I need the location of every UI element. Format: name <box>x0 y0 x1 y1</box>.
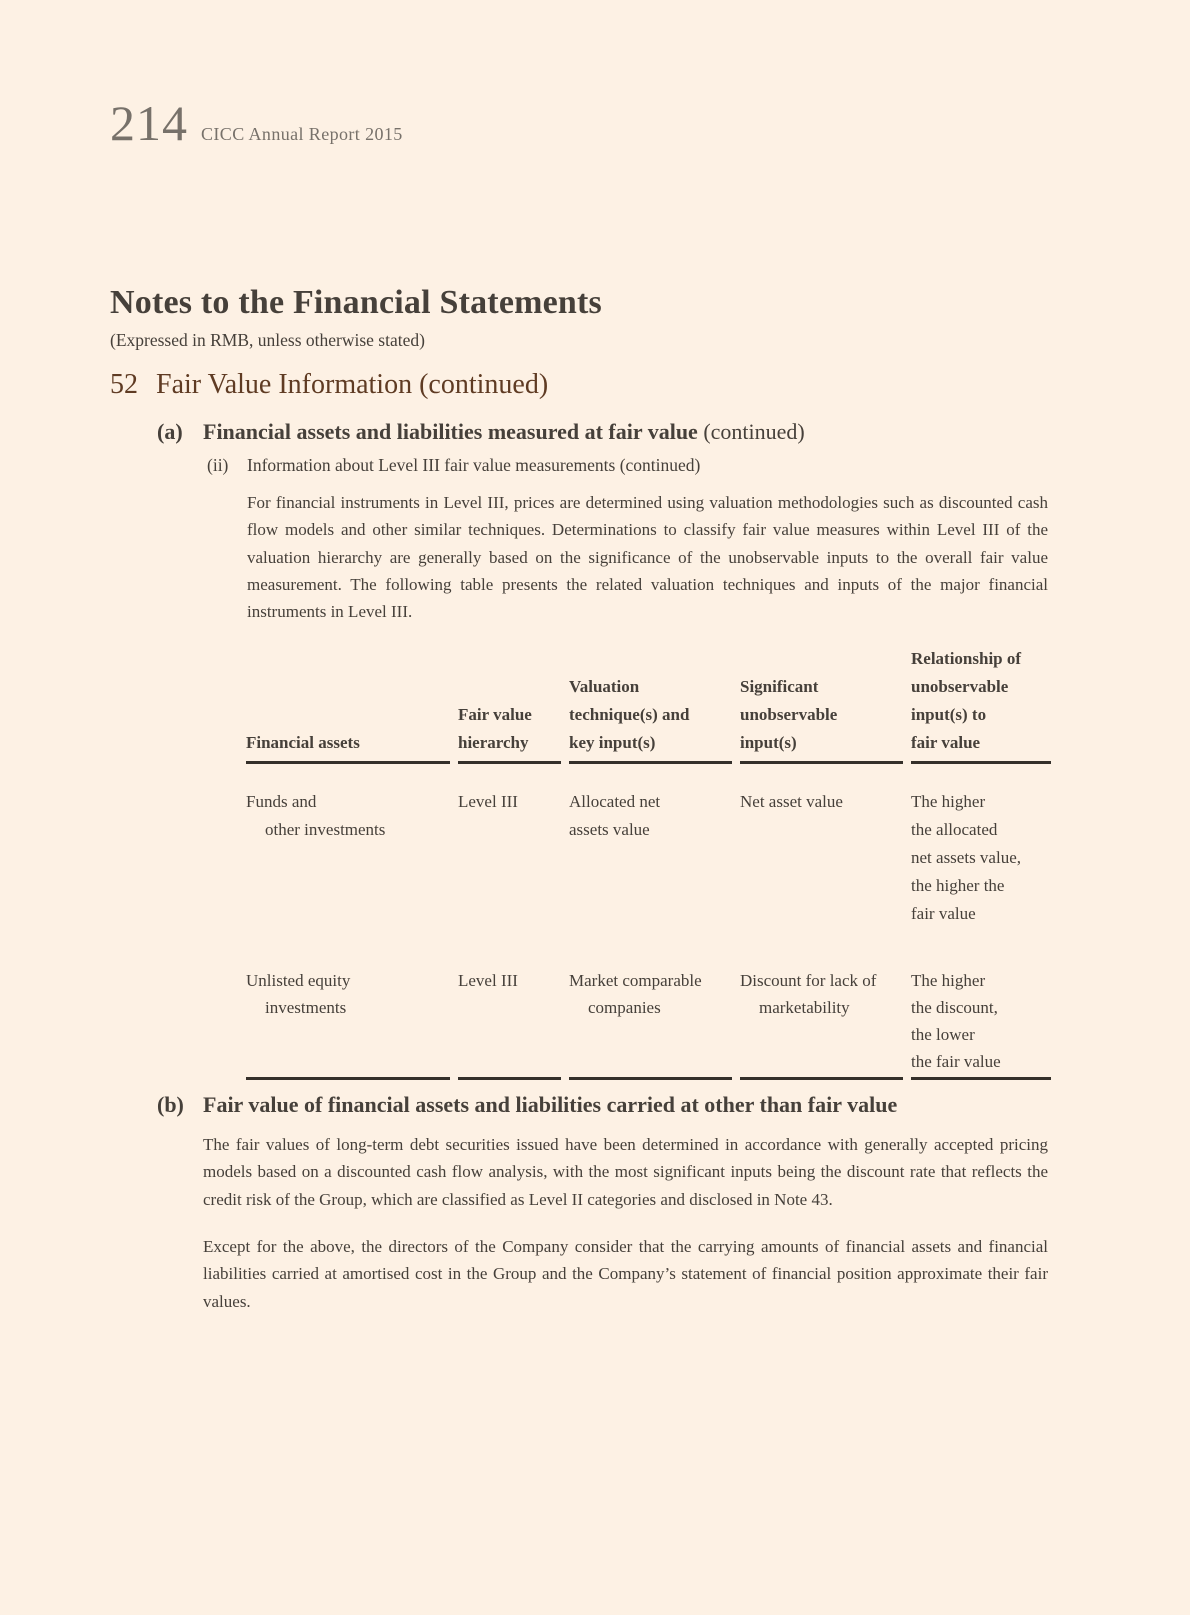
subsection-b-title: Fair value of financial assets and liabilities carried at other than fair value <box>203 1092 898 1117</box>
table-header-cell <box>740 645 903 764</box>
table-cell-line: Discount for lack of <box>740 971 877 990</box>
table-cell-line: Level III <box>458 971 518 990</box>
valuation-table-head <box>246 645 1051 764</box>
table-cell <box>740 764 903 955</box>
table-cell-line: Unlisted equity <box>246 971 351 990</box>
section-number: 52 <box>110 369 138 400</box>
table-cell-line: the lower <box>911 1025 975 1044</box>
table-cell-line: assets value <box>569 820 650 839</box>
table-cell <box>740 955 903 1080</box>
table-cell <box>458 955 561 1080</box>
table-cell-line: Funds and <box>246 792 317 811</box>
table-cell-line: Net asset value <box>740 792 843 811</box>
table-row <box>246 955 1051 1080</box>
table-cell-line: the fair value <box>911 1052 1001 1071</box>
subsection-b-paragraph-1: The fair values of long-term debt securities issued have been determined in accordance with generally accepted pricing models based on a discounted cash flow analysis, with the most significant inputs being the discount rate that reflects the credit risk of the Group, which are classified as Level II categories and disclosed in Note 43. <box>203 1135 1048 1209</box>
table-header-line: unobservable <box>740 705 838 724</box>
table-cell-line: investments <box>265 998 347 1017</box>
subsection-a-label: (a) <box>157 419 183 444</box>
subsection-a-title-continued: (continued) <box>697 419 805 444</box>
page-number: 214 <box>110 95 188 151</box>
document-title: Notes to the Financial Statements <box>110 284 602 321</box>
table-header-line: Financial assets <box>246 733 360 752</box>
table-header-cell <box>911 645 1051 764</box>
page-header <box>110 95 403 151</box>
table-cell <box>246 955 450 1080</box>
table-cell-line: fair value <box>911 904 976 923</box>
section-title: Fair Value Information (continued) <box>156 369 549 400</box>
table-cell-line: marketability <box>759 998 850 1017</box>
table-cell-line: The higher <box>911 792 986 811</box>
table-header-line: technique(s) and <box>569 705 690 724</box>
table-cell-line: Level III <box>458 792 518 811</box>
report-title: CICC Annual Report 2015 <box>201 124 403 144</box>
table-header-line: unobservable <box>911 677 1009 696</box>
section-heading <box>110 369 548 401</box>
table-header-line: fair value <box>911 733 981 752</box>
table-header-cell <box>246 645 450 764</box>
table-cell <box>911 764 1051 955</box>
table-header-line: Fair value <box>458 705 532 724</box>
table-cell-line: The higher <box>911 971 986 990</box>
valuation-table-body <box>246 764 1051 1080</box>
document-subtitle: (Expressed in RMB, unless otherwise stated) <box>110 330 425 350</box>
table-header-line: Significant <box>740 677 819 696</box>
table-cell-line: Allocated net <box>569 792 661 811</box>
table-cell-line: companies <box>588 998 661 1017</box>
table-header-line: Valuation <box>569 677 640 696</box>
item-ii-paragraph: For financial instruments in Level III, prices are determined using valuation methodologies such as discounted cash flow models and other similar techniques. Determinations to classify fair value measures within Level III of the valuation hierarchy are generally based on the significance of the unobservable inputs to the overall fair value measurement. The following table presents the related valuation techniques and inputs of the major financial instruments in Level III. <box>247 493 1048 622</box>
table-cell <box>569 955 732 1080</box>
subsection-b-paragraph-2: Except for the above, the directors of the Company consider that the carrying amounts of financial assets and financial liabilities carried at amortised cost in the Group and the Company’s statement of financial position approximate their fair values. <box>203 1237 1048 1311</box>
table-header-line: input(s) to <box>911 705 987 724</box>
table-header-line: Relationship of <box>911 649 1022 668</box>
subsection-a-title-bold: Financial assets and liabilities measured at fair value <box>203 419 698 444</box>
table-cell-line: net assets value, <box>911 848 1021 867</box>
table-cell-line: the allocated <box>911 820 998 839</box>
table-cell-line: the discount, <box>911 998 998 1017</box>
table-header-row <box>246 645 1051 764</box>
subsection-b-label: (b) <box>157 1092 184 1117</box>
valuation-table <box>238 645 1059 1080</box>
table-cell <box>569 764 732 955</box>
table-cell <box>911 955 1051 1080</box>
table-header-line: hierarchy <box>458 733 529 752</box>
item-ii-label: (ii) <box>207 455 229 475</box>
table-header-cell <box>569 645 732 764</box>
table-cell-line: Market comparable <box>569 971 702 990</box>
table-cell <box>246 764 450 955</box>
table-header-cell <box>458 645 561 764</box>
item-ii-title: Information about Level III fair value measurements (continued) <box>247 455 701 475</box>
table-row <box>246 764 1051 955</box>
subsection-a-title <box>203 419 805 445</box>
table-header-line: input(s) <box>740 733 797 752</box>
table-cell-line: the higher the <box>911 876 1005 895</box>
table-header-line: key input(s) <box>569 733 656 752</box>
table-cell <box>458 764 561 955</box>
table-cell-line: other investments <box>265 820 386 839</box>
